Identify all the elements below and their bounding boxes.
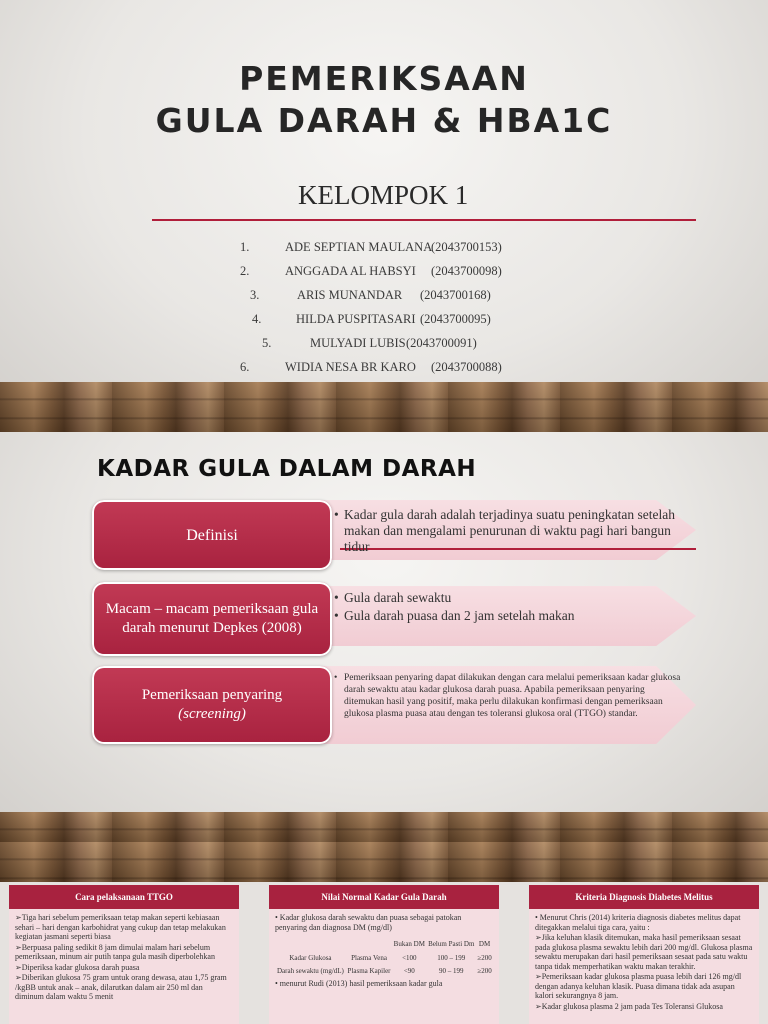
types-bullets: [334, 590, 684, 626]
bullet-text: Kadar gula darah adalah terjadinya suatu peningkatan setelah makan dan mengalami penurunan di waktu pagi hari bangun tidur: [344, 507, 675, 554]
member-name: ANGGADA AL HABSYI: [285, 264, 416, 278]
table-cell: [346, 938, 392, 952]
panel-body: [9, 909, 239, 1007]
table-cell: 90 – 199: [439, 967, 464, 975]
ttgo-panel: [9, 885, 239, 1024]
table-cell: Bukan DM: [393, 940, 425, 948]
member-number: 2.: [240, 264, 250, 278]
table-cell: DM: [478, 940, 491, 948]
table-row: [275, 965, 493, 979]
normal-values-panel: [269, 885, 499, 1024]
group-subtitle: KELOMPOK 1: [298, 180, 469, 210]
member-number: 4.: [252, 312, 262, 326]
panel-item: ➢Pemeriksaan kadar glukosa plasma puasa lebih dari 126 mg/dl dengan adanya keluhan klasik. Puasa dimana tidak ada asupan kalori sekurangnya 8 jam.: [535, 972, 742, 1000]
panel-body: [269, 909, 499, 993]
panel-header: Cara pelaksanaan TTGO: [9, 885, 239, 909]
member-id: (2043700095): [420, 312, 491, 326]
table-cell: 100 – 199: [437, 953, 466, 962]
panel-item: ➢Diberikan glukosa 75 gram untuk orang dewasa, atau 1,75 gram /kgBB untuk anak – anak, dilarutkan dalam air 250 ml dan diminum dalam waktu 5 menit: [15, 973, 227, 1001]
bullet-text: Pemeriksaan penyaring dapat dilakukan dengan cara melalui pemeriksaan kadar glukosa darah sewaktu atau kadar glukosa darah puasa. Apabila pemeriksaan penyaring ditemukan hasil yang positif, maka perlu dilakukan konfirmasi dengan pemeriksaan glukosa plasma puasa atau dengan tes toleransi glukosa oral (TTGO) standar.: [344, 673, 681, 719]
types-box: [92, 582, 332, 656]
bullet-icon: •: [334, 608, 339, 623]
definition-label: Definisi: [186, 526, 238, 544]
wood-floor-decoration: [0, 382, 768, 432]
slide-title: KADAR GULA DALAM DARAH: [97, 456, 477, 482]
panel-header: Kriteria Diagnosis Diabetes Melitus: [529, 885, 759, 909]
panel-item: ➢Berpuasa paling sedikit 8 jam dimulai malam hari sebelum pemeriksaan, minum air putih tanpa gula masih diperbolehkan: [15, 942, 215, 961]
member-name: MULYADI LUBIS: [310, 336, 406, 350]
title-divider: [152, 219, 696, 221]
table-cell: <90: [403, 967, 415, 975]
content-slide: [0, 432, 768, 842]
details-slide: [0, 842, 768, 1024]
member-number: 1.: [240, 240, 250, 254]
wood-floor-decoration: [0, 842, 768, 882]
table-cell: Kadar Glukosa: [289, 953, 332, 962]
title-line-1: PEMERIKSAAN: [239, 59, 529, 98]
table-cell: <100: [402, 953, 417, 962]
table-row: [275, 952, 493, 966]
screening-label-italic: (screening): [178, 706, 246, 722]
member-id: (2043700091): [406, 336, 477, 350]
member-number: 3.: [250, 288, 260, 302]
title-line-2: GULA DARAH & HBA1C: [155, 101, 613, 140]
panel-header: Nilai Normal Kadar Gula Darah: [269, 885, 499, 909]
screening-box: [92, 666, 332, 744]
table-cell: Plasma Vena: [351, 953, 387, 962]
definition-bullets: [334, 507, 684, 557]
bullet-text: Gula darah sewaktu: [344, 590, 452, 605]
panel-item: ➢Kadar glukosa plasma 2 jam pada Tes Toleransi Glukosa: [535, 1001, 723, 1011]
panel-footer: • menurut Rudi (2013) hasil pemeriksaan kadar gula: [275, 978, 443, 988]
bullet-icon: •: [334, 673, 338, 683]
normal-values-table: [275, 938, 493, 979]
table-cell: [275, 938, 346, 952]
table-cell: Belum Pasti Dm: [428, 940, 475, 948]
title-slide: [0, 0, 768, 432]
table-cell: Plasma Kapiler: [347, 967, 391, 975]
member-id: (2043700098): [431, 264, 502, 278]
bullet-text: Gula darah puasa dan 2 jam setelah makan: [344, 608, 575, 623]
screening-label: Pemeriksaan penyaring: [141, 687, 283, 703]
member-number: 6.: [240, 360, 250, 374]
table-header-row: [275, 938, 493, 952]
panel-item: ➢Diperiksa kadar glukosa darah puasa: [15, 962, 140, 972]
table-cell: Darah sewaktu (mg/dL): [277, 967, 344, 975]
panel-item: ➢Jika keluhan klasik ditemukan, maka hasil pemeriksaan sesaat pada glukosa plasma sewaktu lebih dari 200 mg/dl. Glukosa plasma sewaktu merupakan dari hasil pemeriksaan sesaat pada satu waktu tanpa tidak memperhatikan waktu makan terakhir.: [535, 933, 753, 971]
slide-title: [0, 58, 768, 142]
member-name: ARIS MUNANDAR: [297, 288, 403, 302]
wood-floor-decoration: [0, 812, 768, 842]
member-id: (2043700153): [431, 240, 502, 254]
screening-bullets: [334, 672, 686, 722]
criteria-panel: [529, 885, 759, 1024]
types-label: Macam – macam pemeriksaan gula darah menurut Depkes (2008): [105, 601, 319, 636]
member-id: (2043700088): [431, 360, 502, 374]
bullet-icon: •: [334, 507, 339, 522]
panel-item: ➢Tiga hari sebelum pemeriksaan tetap makan seperti kebiasaan sehari – hari dengan karbohidrat yang cukup dan tetap melakukan kegiatan jasmani seperti biasa: [15, 913, 226, 941]
panel-body: [529, 909, 759, 1016]
table-cell: ≥200: [477, 967, 492, 975]
member-number: 5.: [262, 336, 272, 350]
member-name: WIDIA NESA BR KARO: [285, 360, 416, 374]
table-cell: ≥200: [477, 953, 492, 962]
member-name: HILDA PUSPITASARI: [296, 312, 416, 326]
definition-box: [92, 500, 332, 570]
bullet-icon: •: [334, 590, 339, 605]
panel-intro: • Kadar glukosa darah sewaktu dan puasa sebagai patokan penyaring dan diagnosa DM (mg/dl): [275, 913, 462, 932]
panel-item: • Menurut Chris (2014) kriteria diagnosis diabetes melitus dapat ditegakkan melalui tiga cara, yaitu :: [535, 913, 741, 932]
member-name: ADE SEPTIAN MAULANA: [285, 240, 433, 254]
member-id: (2043700168): [420, 288, 491, 302]
